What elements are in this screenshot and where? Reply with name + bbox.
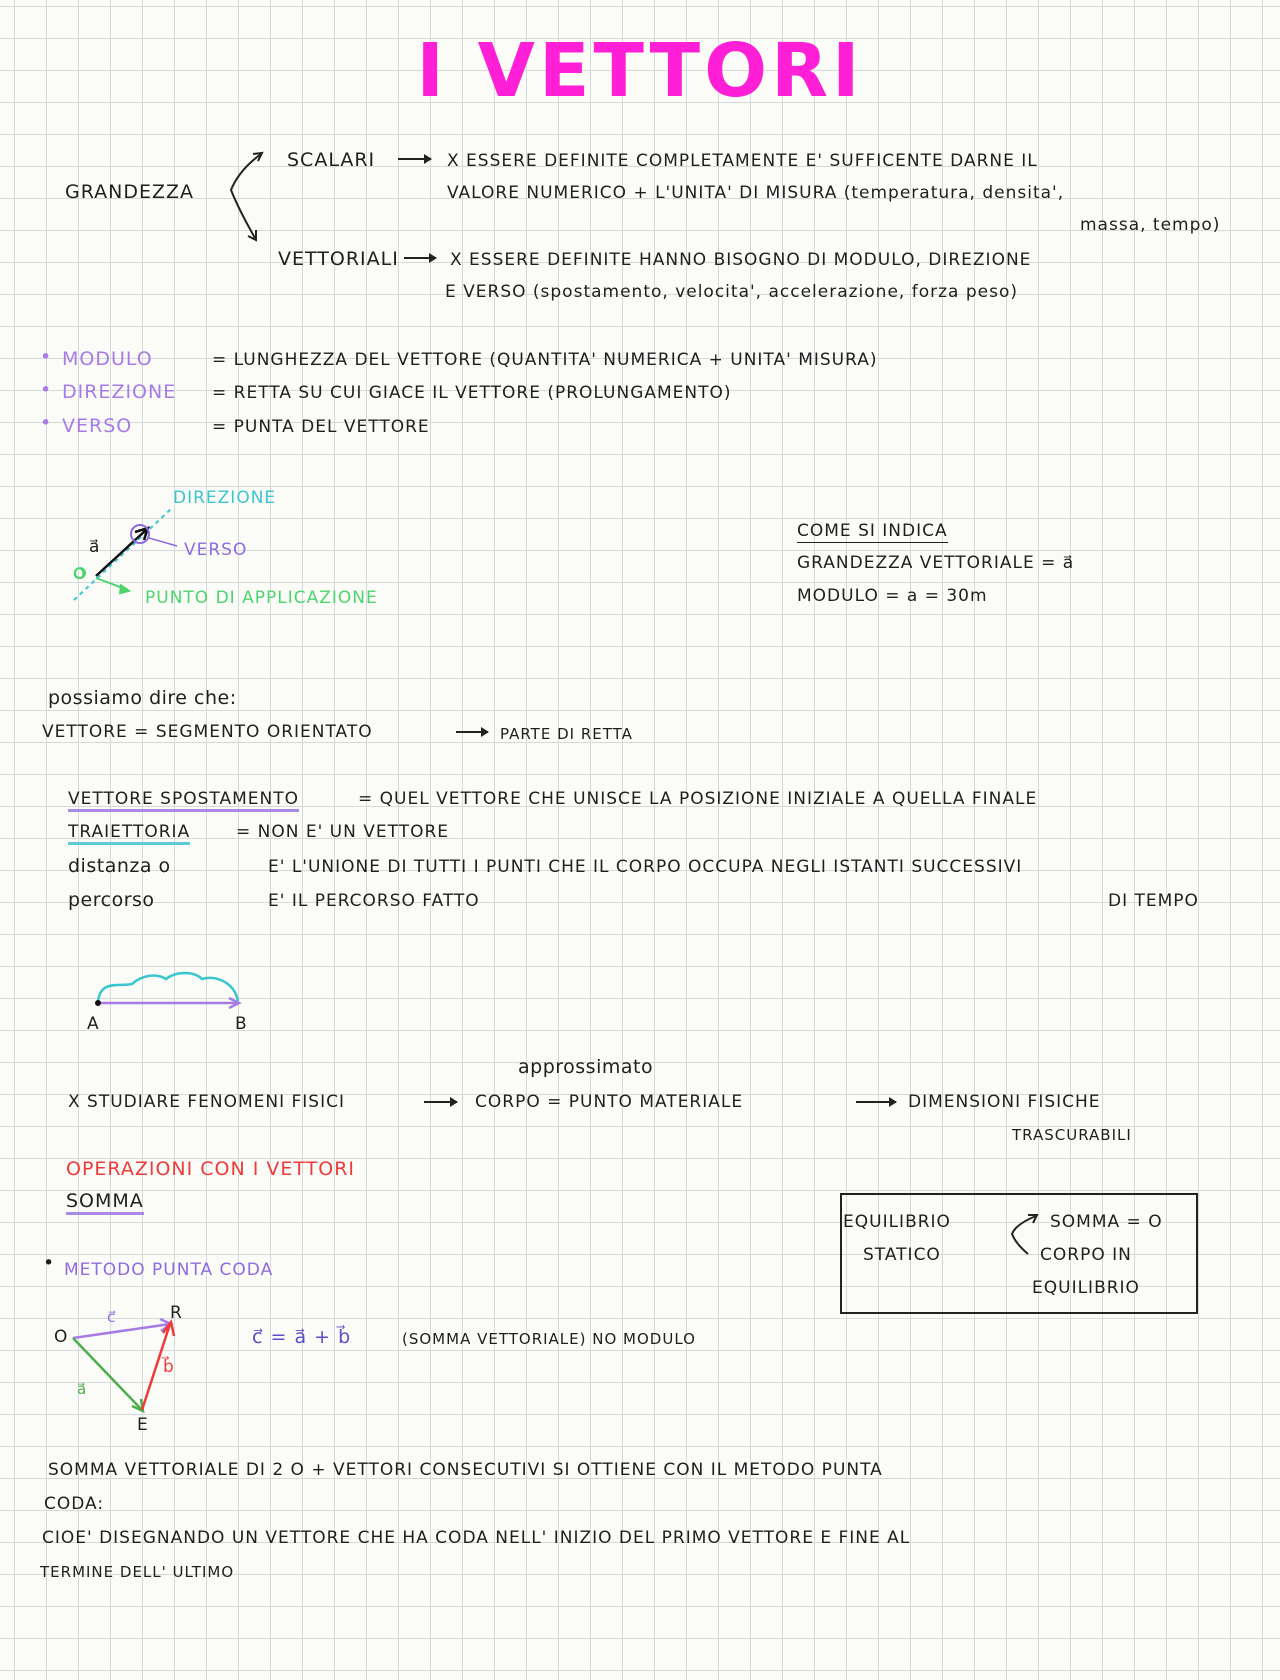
distanza-label: distanza o bbox=[68, 855, 171, 877]
property-direzione-def: = RETTA SU CUI GIACE IL VETTORE (PROLUNGAMENTO) bbox=[212, 383, 732, 403]
vettoriali-line1: X ESSERE DEFINITE HANNO BISOGNO DI MODULO, DIREZIONE bbox=[450, 250, 1032, 270]
direzione-label: DIREZIONE bbox=[173, 488, 277, 508]
unione-text: E' L'UNIONE DI TUTTI I PUNTI CHE IL CORPO OCCUPA NEGLI ISTANTI SUCCESSIVI bbox=[268, 857, 1023, 877]
approssimato-label: approssimato bbox=[518, 1056, 654, 1078]
conclusion-line2: CODA: bbox=[44, 1494, 105, 1514]
equilibrio-label2: STATICO bbox=[863, 1245, 941, 1265]
di-tempo-label: DI TEMPO bbox=[1108, 891, 1199, 911]
bullet-dot: • bbox=[40, 346, 53, 368]
label-c: c⃗ bbox=[107, 1308, 117, 1326]
bullet-dot: • bbox=[40, 412, 53, 434]
studiare-line: X STUDIARE FENOMENI FISICI bbox=[68, 1092, 345, 1112]
scalari-label: SCALARI bbox=[287, 149, 376, 171]
page-title: I VETTORI bbox=[416, 28, 864, 114]
bullet-dot: • bbox=[40, 379, 53, 401]
label-e: E bbox=[137, 1415, 149, 1435]
come-si-indica-line1: GRANDEZZA VETTORIALE = a⃗ bbox=[797, 553, 1075, 573]
trascurabili-label: TRASCURABILI bbox=[1012, 1126, 1132, 1144]
dimensioni-label: DIMENSIONI FISICHE bbox=[908, 1092, 1101, 1112]
traiettoria-term: TRAIETTORIA bbox=[68, 822, 190, 845]
point-a-label: A bbox=[87, 1014, 100, 1034]
vettoriali-line2: E VERSO (spostamento, velocita', accelerazione, forza peso) bbox=[445, 282, 1018, 302]
equilibrio-label: EQUILIBRIO bbox=[843, 1212, 951, 1232]
grandezza-branch-arrows bbox=[225, 150, 265, 245]
formula-note: (SOMMA VETTORIALE) NO MODULO bbox=[402, 1330, 696, 1348]
spostamento-term: VETTORE SPOSTAMENTO bbox=[68, 789, 299, 812]
property-modulo-def: = LUNGHEZZA DEL VETTORE (QUANTITA' NUMERICA + UNITA' MISURA) bbox=[212, 350, 878, 370]
property-modulo-term: MODULO bbox=[62, 348, 153, 370]
label-o: O bbox=[54, 1327, 69, 1347]
studiare-arrow bbox=[424, 1095, 464, 1109]
somma-heading: SOMMA bbox=[66, 1190, 144, 1215]
label-a: a⃗ bbox=[77, 1380, 88, 1398]
bullet-dot: • bbox=[43, 1252, 56, 1274]
property-verso-term: VERSO bbox=[62, 415, 133, 437]
label-r: R bbox=[170, 1303, 183, 1323]
property-verso-def: = PUNTA DEL VETTORE bbox=[212, 417, 430, 437]
formula: c⃗ = a⃗ + b⃗ bbox=[252, 1326, 352, 1348]
scalari-line1: X ESSERE DEFINITE COMPLETAMENTE E' SUFFICENTE DARNE IL bbox=[447, 151, 1038, 171]
come-si-indica-heading: COME SI INDICA bbox=[797, 521, 948, 541]
label-b: b⃗ bbox=[163, 1357, 175, 1377]
vector-a-label: a⃗ bbox=[89, 537, 101, 557]
traiettoria-def: = NON E' UN VETTORE bbox=[236, 822, 450, 842]
vettoriali-label: VETTORIALI bbox=[278, 248, 399, 270]
conclusion-line3: CIOE' DISEGNANDO UN VETTORE CHE HA CODA NELL' INIZIO DEL PRIMO VETTORE E FINE AL bbox=[42, 1528, 911, 1548]
conclusion-line4: TERMINE DELL' ULTIMO bbox=[40, 1563, 235, 1581]
scalari-line2: VALORE NUMERICO + L'UNITA' DI MISURA (temperatura, densita', bbox=[447, 183, 1065, 203]
corpo-arrow bbox=[856, 1095, 902, 1109]
spostamento-def: = QUEL VETTORE CHE UNISCE LA POSIZIONE INIZIALE A QUELLA FINALE bbox=[358, 789, 1038, 809]
possiamo-line: VETTORE = SEGMENTO ORIENTATO bbox=[42, 722, 373, 742]
vector-a bbox=[73, 1338, 142, 1410]
operazioni-heading: OPERAZIONI CON I VETTORI bbox=[66, 1158, 356, 1180]
equilibrio-corpo: CORPO IN bbox=[1040, 1245, 1132, 1265]
vettoriali-arrow bbox=[404, 251, 444, 265]
vector-c bbox=[73, 1324, 170, 1338]
punto-label: PUNTO DI APPLICAZIONE bbox=[145, 588, 378, 608]
metodo-label: METODO PUNTA CODA bbox=[64, 1260, 274, 1280]
traiettoria-curve bbox=[98, 973, 238, 1002]
come-si-indica-line2: MODULO = a = 30m bbox=[797, 586, 988, 606]
percorso-label: percorso bbox=[68, 889, 155, 911]
corpo-label: CORPO = PUNTO MATERIALE bbox=[475, 1092, 744, 1112]
verso-label: VERSO bbox=[184, 540, 248, 560]
scalari-line3: massa, tempo) bbox=[1080, 215, 1221, 235]
property-direzione-term: DIREZIONE bbox=[62, 381, 177, 403]
grandezza-label: GRANDEZZA bbox=[65, 181, 195, 203]
verso-pointer bbox=[149, 538, 177, 546]
equilibrio-brace bbox=[1006, 1212, 1042, 1258]
traiettoria-diagram bbox=[90, 965, 250, 1015]
scalari-arrow bbox=[398, 152, 438, 166]
possiamo-intro: possiamo dire che: bbox=[48, 687, 237, 709]
origin-label: O bbox=[73, 565, 86, 583]
conclusion-line1: SOMMA VETTORIALE DI 2 O + VETTORI CONSECUTIVI SI OTTIENE CON IL METODO PUNTA bbox=[48, 1460, 883, 1480]
possiamo-arrow bbox=[456, 725, 496, 739]
percorso-def: E' IL PERCORSO FATTO bbox=[268, 891, 480, 911]
point-b-label: B bbox=[235, 1014, 248, 1034]
possiamo-result: PARTE DI RETTA bbox=[500, 725, 633, 743]
vector-a-shaft bbox=[96, 530, 146, 576]
equilibrio-somma: SOMMA = O bbox=[1050, 1212, 1163, 1232]
equilibrio-equil: EQUILIBRIO bbox=[1032, 1278, 1140, 1298]
